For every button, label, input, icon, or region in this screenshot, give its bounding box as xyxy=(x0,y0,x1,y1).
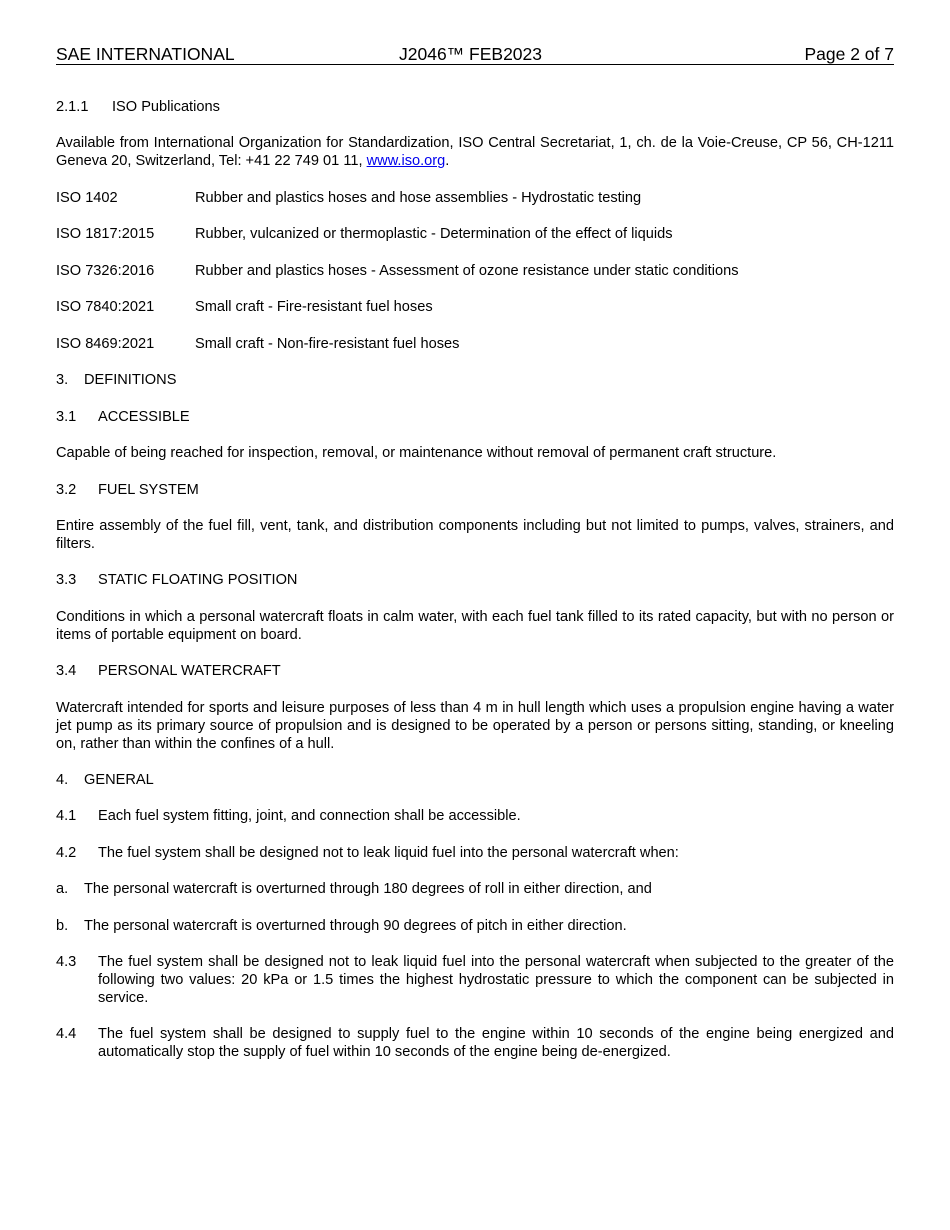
clause-text: The fuel system shall be designed to supply fuel to the engine within 10 seconds of the engine being energized and automatically stop the supply of fuel within 10 seconds of the engine being de-energized. xyxy=(98,1026,894,1060)
definition-text: Conditions in which a personal watercraft floats in calm water, with each fuel tank filled to its rated capacity, but with no person or items of portable equipment on board. xyxy=(56,609,894,643)
reference-title: Rubber, vulcanized or thermoplastic - Determination of the effect of liquids xyxy=(195,226,673,242)
availability-text: Available from International Organization for Standardization, ISO Central Secretariat, 1, ch. de la Voie-Creuse, CP 56, CH-1211 Geneva 20, Switzerland, Tel: +41 22 749 01 11, xyxy=(56,135,894,169)
definition-number: 3.3 xyxy=(56,572,77,588)
definition-text: Entire assembly of the fuel fill, vent, tank, and distribution components including but not limited to pumps, valves, strainers, and filters. xyxy=(56,518,894,552)
list-item-marker: a. xyxy=(56,881,69,897)
section-3-number: 3. xyxy=(56,372,69,388)
page-header xyxy=(56,44,894,65)
section-2-1-1-title: ISO Publications xyxy=(112,99,220,115)
definition-text: Watercraft intended for sports and leisure purposes of less than 4 m in hull length which uses a propulsion engine having a water jet pump as its primary source of propulsion and is designed to be operated by a person or persons sitting, standing, or kneeling on, rather than within the confines of a hull. xyxy=(56,700,894,752)
section-4-title: GENERAL xyxy=(84,772,154,788)
reference-code: ISO 8469:2021 xyxy=(56,336,155,352)
reference-code: ISO 7326:2016 xyxy=(56,263,155,279)
clause-text: Each fuel system fitting, joint, and connection shall be accessible. xyxy=(98,808,521,824)
clause-number: 4.1 xyxy=(56,808,77,824)
list-item-marker: b. xyxy=(56,918,69,934)
section-2-1-1-number: 2.1.1 xyxy=(56,99,89,115)
reference-code: ISO 1402 xyxy=(56,190,118,206)
section-3-title: DEFINITIONS xyxy=(84,372,177,388)
section-4-number: 4. xyxy=(56,772,69,788)
availability-period: . xyxy=(445,153,450,169)
list-item-text: The personal watercraft is overturned through 90 degrees of pitch in either direction. xyxy=(84,918,627,934)
availability-paragraph xyxy=(56,134,894,170)
reference-title: Rubber and plastics hoses - Assessment of ozone resistance under static conditions xyxy=(195,263,739,279)
definition-text: Capable of being reached for inspection, removal, or maintenance without removal of permanent craft structure. xyxy=(56,445,777,461)
definition-number: 3.4 xyxy=(56,663,77,679)
clause-number: 4.4 xyxy=(56,1026,77,1042)
clause-text: The fuel system shall be designed not to leak liquid fuel into the personal watercraft when subjected to the greater of the following two values: 20 kPa or 1.5 times the highest hydrostatic pressure to which the component can be subjected in service. xyxy=(98,954,894,1006)
clause-text: The fuel system shall be designed not to leak liquid fuel into the personal watercraft when: xyxy=(98,845,679,861)
definition-title: PERSONAL WATERCRAFT xyxy=(98,663,281,679)
clause-number: 4.2 xyxy=(56,845,77,861)
definition-title: FUEL SYSTEM xyxy=(98,482,199,498)
header-doc-id: J2046™ FEB2023 xyxy=(399,44,543,64)
definition-number: 3.1 xyxy=(56,409,77,425)
reference-code: ISO 7840:2021 xyxy=(56,299,155,315)
reference-title: Small craft - Non-fire-resistant fuel hoses xyxy=(195,336,460,352)
definition-title: STATIC FLOATING POSITION xyxy=(98,572,298,588)
reference-title: Rubber and plastics hoses and hose assemblies - Hydrostatic testing xyxy=(195,190,642,206)
clause-number: 4.3 xyxy=(56,954,77,970)
reference-title: Small craft - Fire-resistant fuel hoses xyxy=(195,299,433,315)
header-page-number: Page 2 of 7 xyxy=(804,44,894,64)
definition-number: 3.2 xyxy=(56,482,77,498)
header-org: SAE INTERNATIONAL xyxy=(56,44,235,64)
reference-code: ISO 1817:2015 xyxy=(56,226,155,242)
list-item-text: The personal watercraft is overturned through 180 degrees of roll in either direction, and xyxy=(84,881,652,897)
definition-title: ACCESSIBLE xyxy=(98,409,190,425)
iso-website-link[interactable]: www.iso.org xyxy=(366,153,446,169)
